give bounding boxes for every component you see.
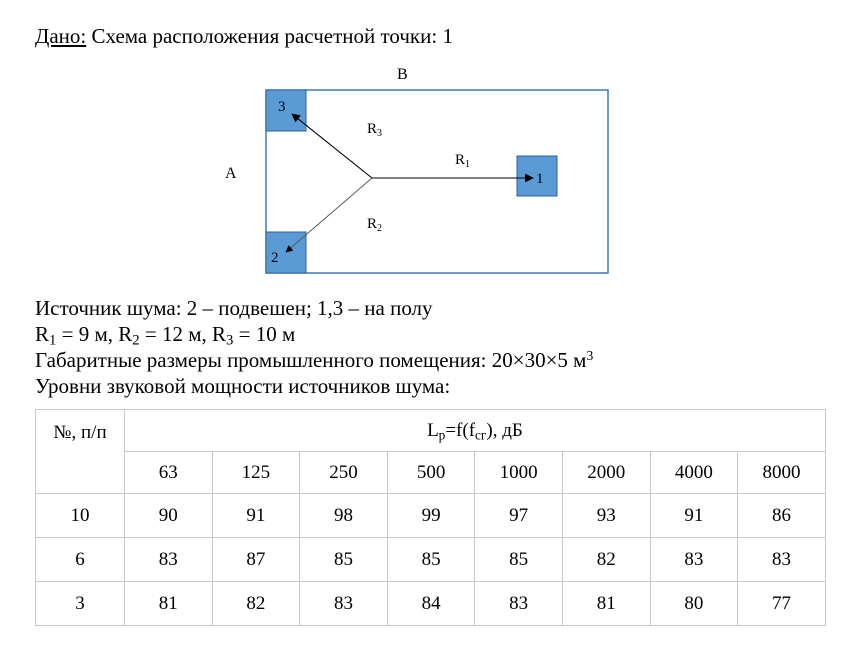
row-number: 6: [36, 538, 125, 582]
heading-given: Дано:: [35, 24, 87, 48]
level-value: 90: [125, 494, 213, 538]
layout-diagram: [215, 62, 635, 282]
distances-line: $R_1 = 9$ м, $R_2 = 12$ м, $R_3 = 10$ м: [35, 322, 296, 349]
frequency-header: 63: [125, 452, 213, 494]
wall-label-left: А: [225, 165, 237, 182]
level-value: 85: [387, 538, 475, 582]
level-value: 91: [212, 494, 300, 538]
frequency-header: 8000: [738, 452, 826, 494]
frequency-header: 4000: [650, 452, 738, 494]
frequency-row: [36, 452, 826, 494]
level-value: 91: [650, 494, 738, 538]
level-value: 98: [300, 494, 388, 538]
level-value: 77: [738, 582, 826, 626]
row-number: 10: [36, 494, 125, 538]
level-value: 81: [125, 582, 213, 626]
frequency-header: 2000: [562, 452, 650, 494]
level-value: 82: [562, 538, 650, 582]
level-value: 81: [562, 582, 650, 626]
level-value: 87: [212, 538, 300, 582]
distance-label-r1: $R_1$: [455, 152, 471, 170]
levels-title: Уровни звуковой мощности источников шума:: [35, 374, 451, 398]
level-value: 86: [738, 494, 826, 538]
wall-label-top: В: [397, 66, 408, 83]
table-row: [36, 582, 826, 626]
level-value: 80: [650, 582, 738, 626]
source-2-label: 2: [271, 250, 279, 266]
level-header: $L_p=f(f_{сг})$, дБ: [125, 410, 826, 452]
noise-source-line: Источник шума: 2 – подвешен; 1,3 – на полу: [35, 296, 433, 320]
room-size-line: Габаритные размеры промышленного помещения: 20×30×5 $м^3$: [35, 348, 594, 372]
heading-text: Схема расположения расчетной точки: 1: [86, 24, 453, 48]
arrow-r2: [286, 178, 372, 252]
frequency-header: 250: [300, 452, 388, 494]
row-number: 3: [36, 582, 125, 626]
level-value: 84: [387, 582, 475, 626]
table-row: [36, 494, 826, 538]
number-header: №, п/п: [36, 410, 125, 494]
frequency-header: 500: [387, 452, 475, 494]
source-1-label: 1: [536, 171, 544, 187]
level-value: 83: [300, 582, 388, 626]
frequency-header: 125: [212, 452, 300, 494]
heading: [35, 24, 453, 48]
level-value: 99: [387, 494, 475, 538]
arrow-r3: [292, 114, 372, 178]
table-row: [36, 538, 826, 582]
sound-power-table: [35, 409, 826, 626]
level-value: 83: [125, 538, 213, 582]
source-3-box: [266, 90, 306, 131]
source-3-label: 3: [278, 99, 286, 115]
level-value: 83: [650, 538, 738, 582]
level-value: 83: [738, 538, 826, 582]
level-value: 97: [475, 494, 563, 538]
level-value: 82: [212, 582, 300, 626]
level-value: 85: [475, 538, 563, 582]
data-rows: [36, 494, 826, 626]
distance-label-r2: $R_2$: [367, 216, 383, 234]
level-value: 85: [300, 538, 388, 582]
level-value: 83: [475, 582, 563, 626]
level-value: 93: [562, 494, 650, 538]
distance-label-r3: $R_3$: [367, 121, 383, 139]
diagram-svg: [215, 62, 635, 282]
frequency-header: 1000: [475, 452, 563, 494]
